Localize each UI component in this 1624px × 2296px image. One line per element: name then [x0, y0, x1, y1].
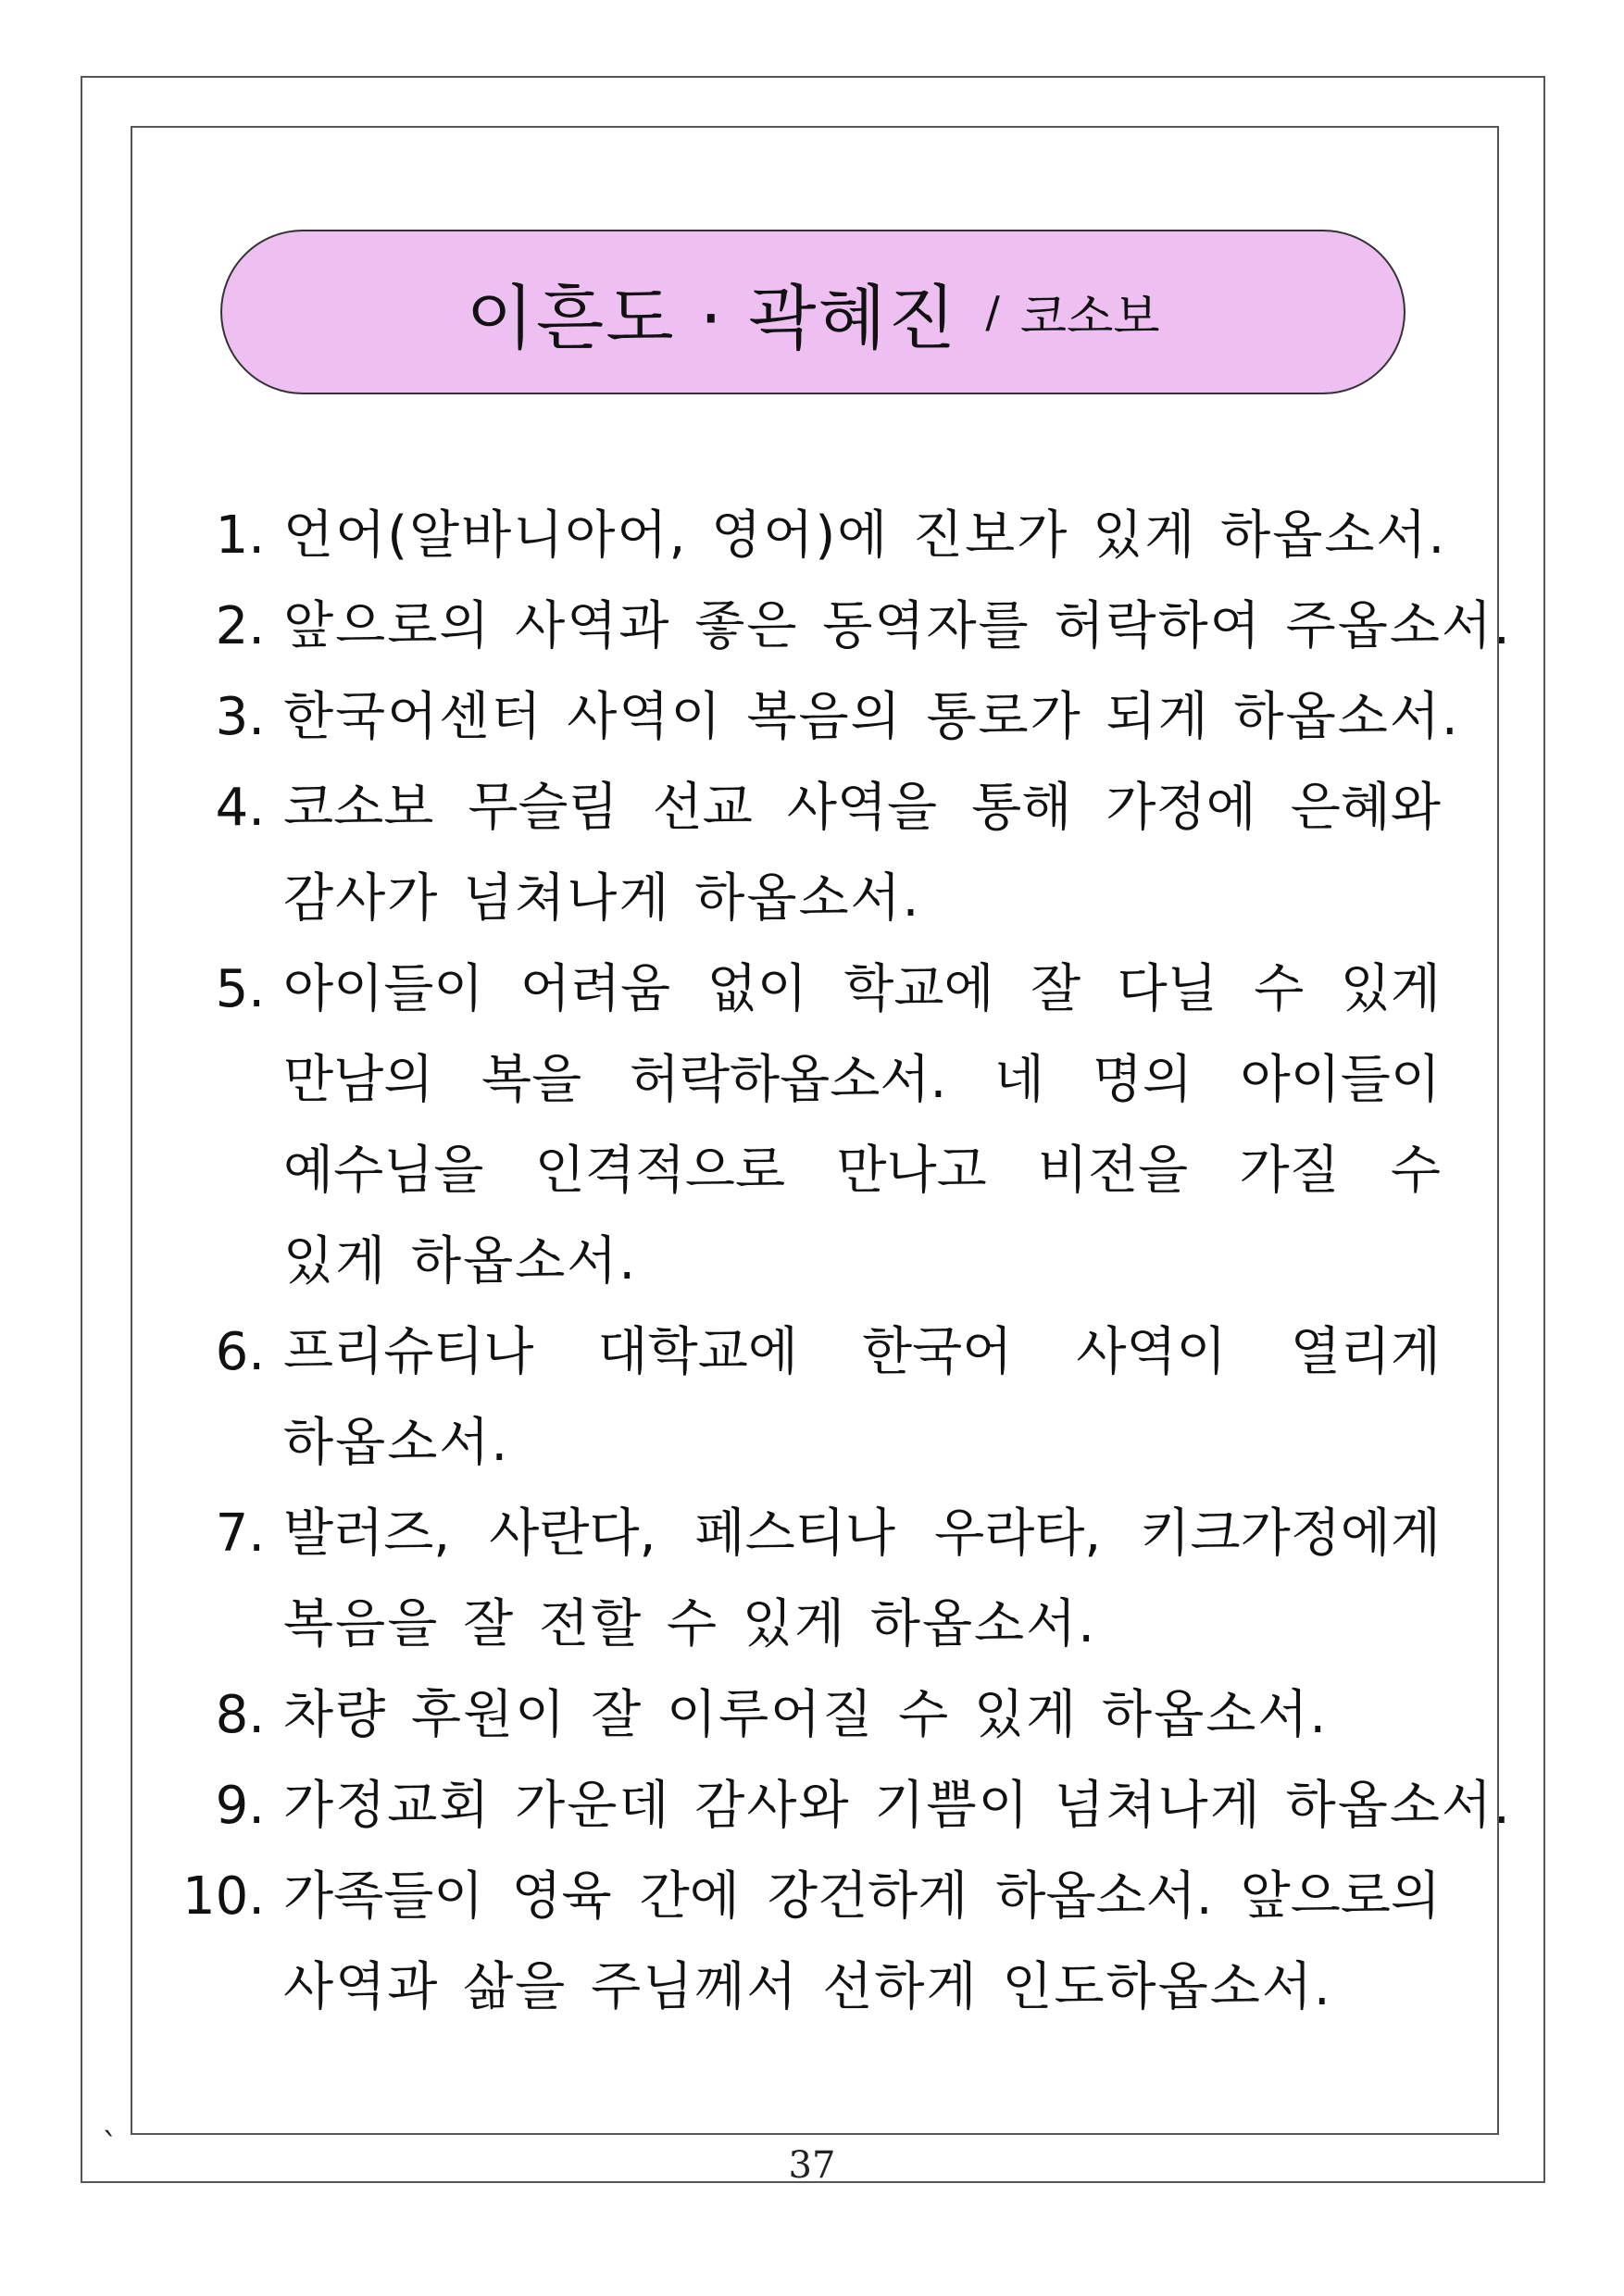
prayer-item	[148, 1670, 1481, 1761]
prayer-text-line: 만남의 복을 허락하옵소서. 네 명의 아이들이	[283, 1050, 1441, 1110]
prayer-text-line: 있게 하옵소서.	[283, 1231, 638, 1292]
prayer-text	[283, 1852, 1441, 2033]
prayer-item	[148, 1852, 1481, 2033]
prayer-text-line: 한국어센터 사역이 복음의 통로가 되게 하옵소서.	[283, 687, 1460, 747]
prayer-number: 10.	[181, 1866, 265, 1927]
stray-mark: `	[102, 2128, 119, 2165]
prayer-text-line: 복음을 잘 전할 수 있게 하옵소서.	[283, 1594, 1097, 1654]
prayer-text	[283, 763, 1441, 944]
prayer-item	[148, 1489, 1481, 1670]
prayer-number: 4.	[215, 778, 265, 838]
prayer-text-line: 언어(알바니아어, 영어)에 진보가 있게 하옵소서.	[283, 505, 1447, 566]
prayer-list	[148, 491, 1512, 2033]
prayer-item	[148, 944, 1481, 1307]
prayer-item	[148, 672, 1481, 763]
prayer-text	[283, 1489, 1441, 1670]
prayer-text	[283, 1307, 1441, 1489]
prayer-text-line: 감사가 넘쳐나게 하옵소서.	[283, 868, 921, 929]
prayer-text	[283, 1670, 1441, 1761]
prayer-text-line: 발러즈, 사란다, 페스티나 우라타, 키크가정에게	[283, 1504, 1441, 1564]
prayer-text-line: 가정교회 가운데 감사와 기쁨이 넘쳐나게 하옵소서.	[283, 1776, 1512, 1836]
prayer-text-line: 사역과 삶을 주님께서 선하게 인도하옵소서.	[283, 1957, 1332, 2017]
prayer-number: 6.	[215, 1322, 265, 1382]
page-number: 37	[788, 2144, 836, 2187]
prayer-text-line: 예수님을 인격적으로 만나고 비전을 가질 수	[283, 1141, 1441, 1201]
prayer-text-line: 아이들이 어려움 없이 학교에 잘 다닐 수 있게	[283, 959, 1441, 1019]
prayer-number: 7.	[215, 1504, 265, 1564]
prayer-text-line: 프리슈티나 대학교에 한국어 사역이 열리게	[283, 1322, 1441, 1382]
missionary-names: 이흔도 · 곽혜진	[466, 276, 958, 359]
prayer-text	[283, 944, 1441, 1307]
prayer-item	[148, 1761, 1512, 1852]
prayer-text	[283, 672, 1460, 763]
prayer-text-line: 하옵소서.	[283, 1413, 510, 1473]
prayer-text	[283, 491, 1447, 581]
prayer-number: 2.	[215, 596, 265, 656]
title-banner	[220, 230, 1405, 394]
prayer-item	[148, 581, 1512, 672]
prayer-text	[283, 1761, 1512, 1852]
prayer-number: 1.	[215, 505, 265, 566]
prayer-text	[283, 581, 1512, 672]
prayer-text-line: 코소보 무슬림 선교 사역을 통해 가정에 은혜와	[283, 778, 1441, 838]
prayer-number: 9.	[215, 1776, 265, 1836]
prayer-item	[148, 763, 1481, 944]
title-separator: /	[985, 287, 1000, 337]
prayer-number: 8.	[215, 1685, 265, 1745]
prayer-item	[148, 1307, 1481, 1489]
prayer-text-line: 가족들이 영육 간에 강건하게 하옵소서. 앞으로의	[283, 1866, 1441, 1927]
mission-country: 코소보	[1019, 289, 1160, 345]
prayer-number: 3.	[215, 687, 265, 747]
prayer-text-line: 앞으로의 사역과 좋은 동역자를 허락하여 주옵소서.	[283, 596, 1512, 656]
prayer-text-line: 차량 후원이 잘 이루어질 수 있게 하옵소서.	[283, 1685, 1329, 1745]
prayer-item	[148, 491, 1481, 581]
prayer-number: 5.	[215, 959, 265, 1019]
